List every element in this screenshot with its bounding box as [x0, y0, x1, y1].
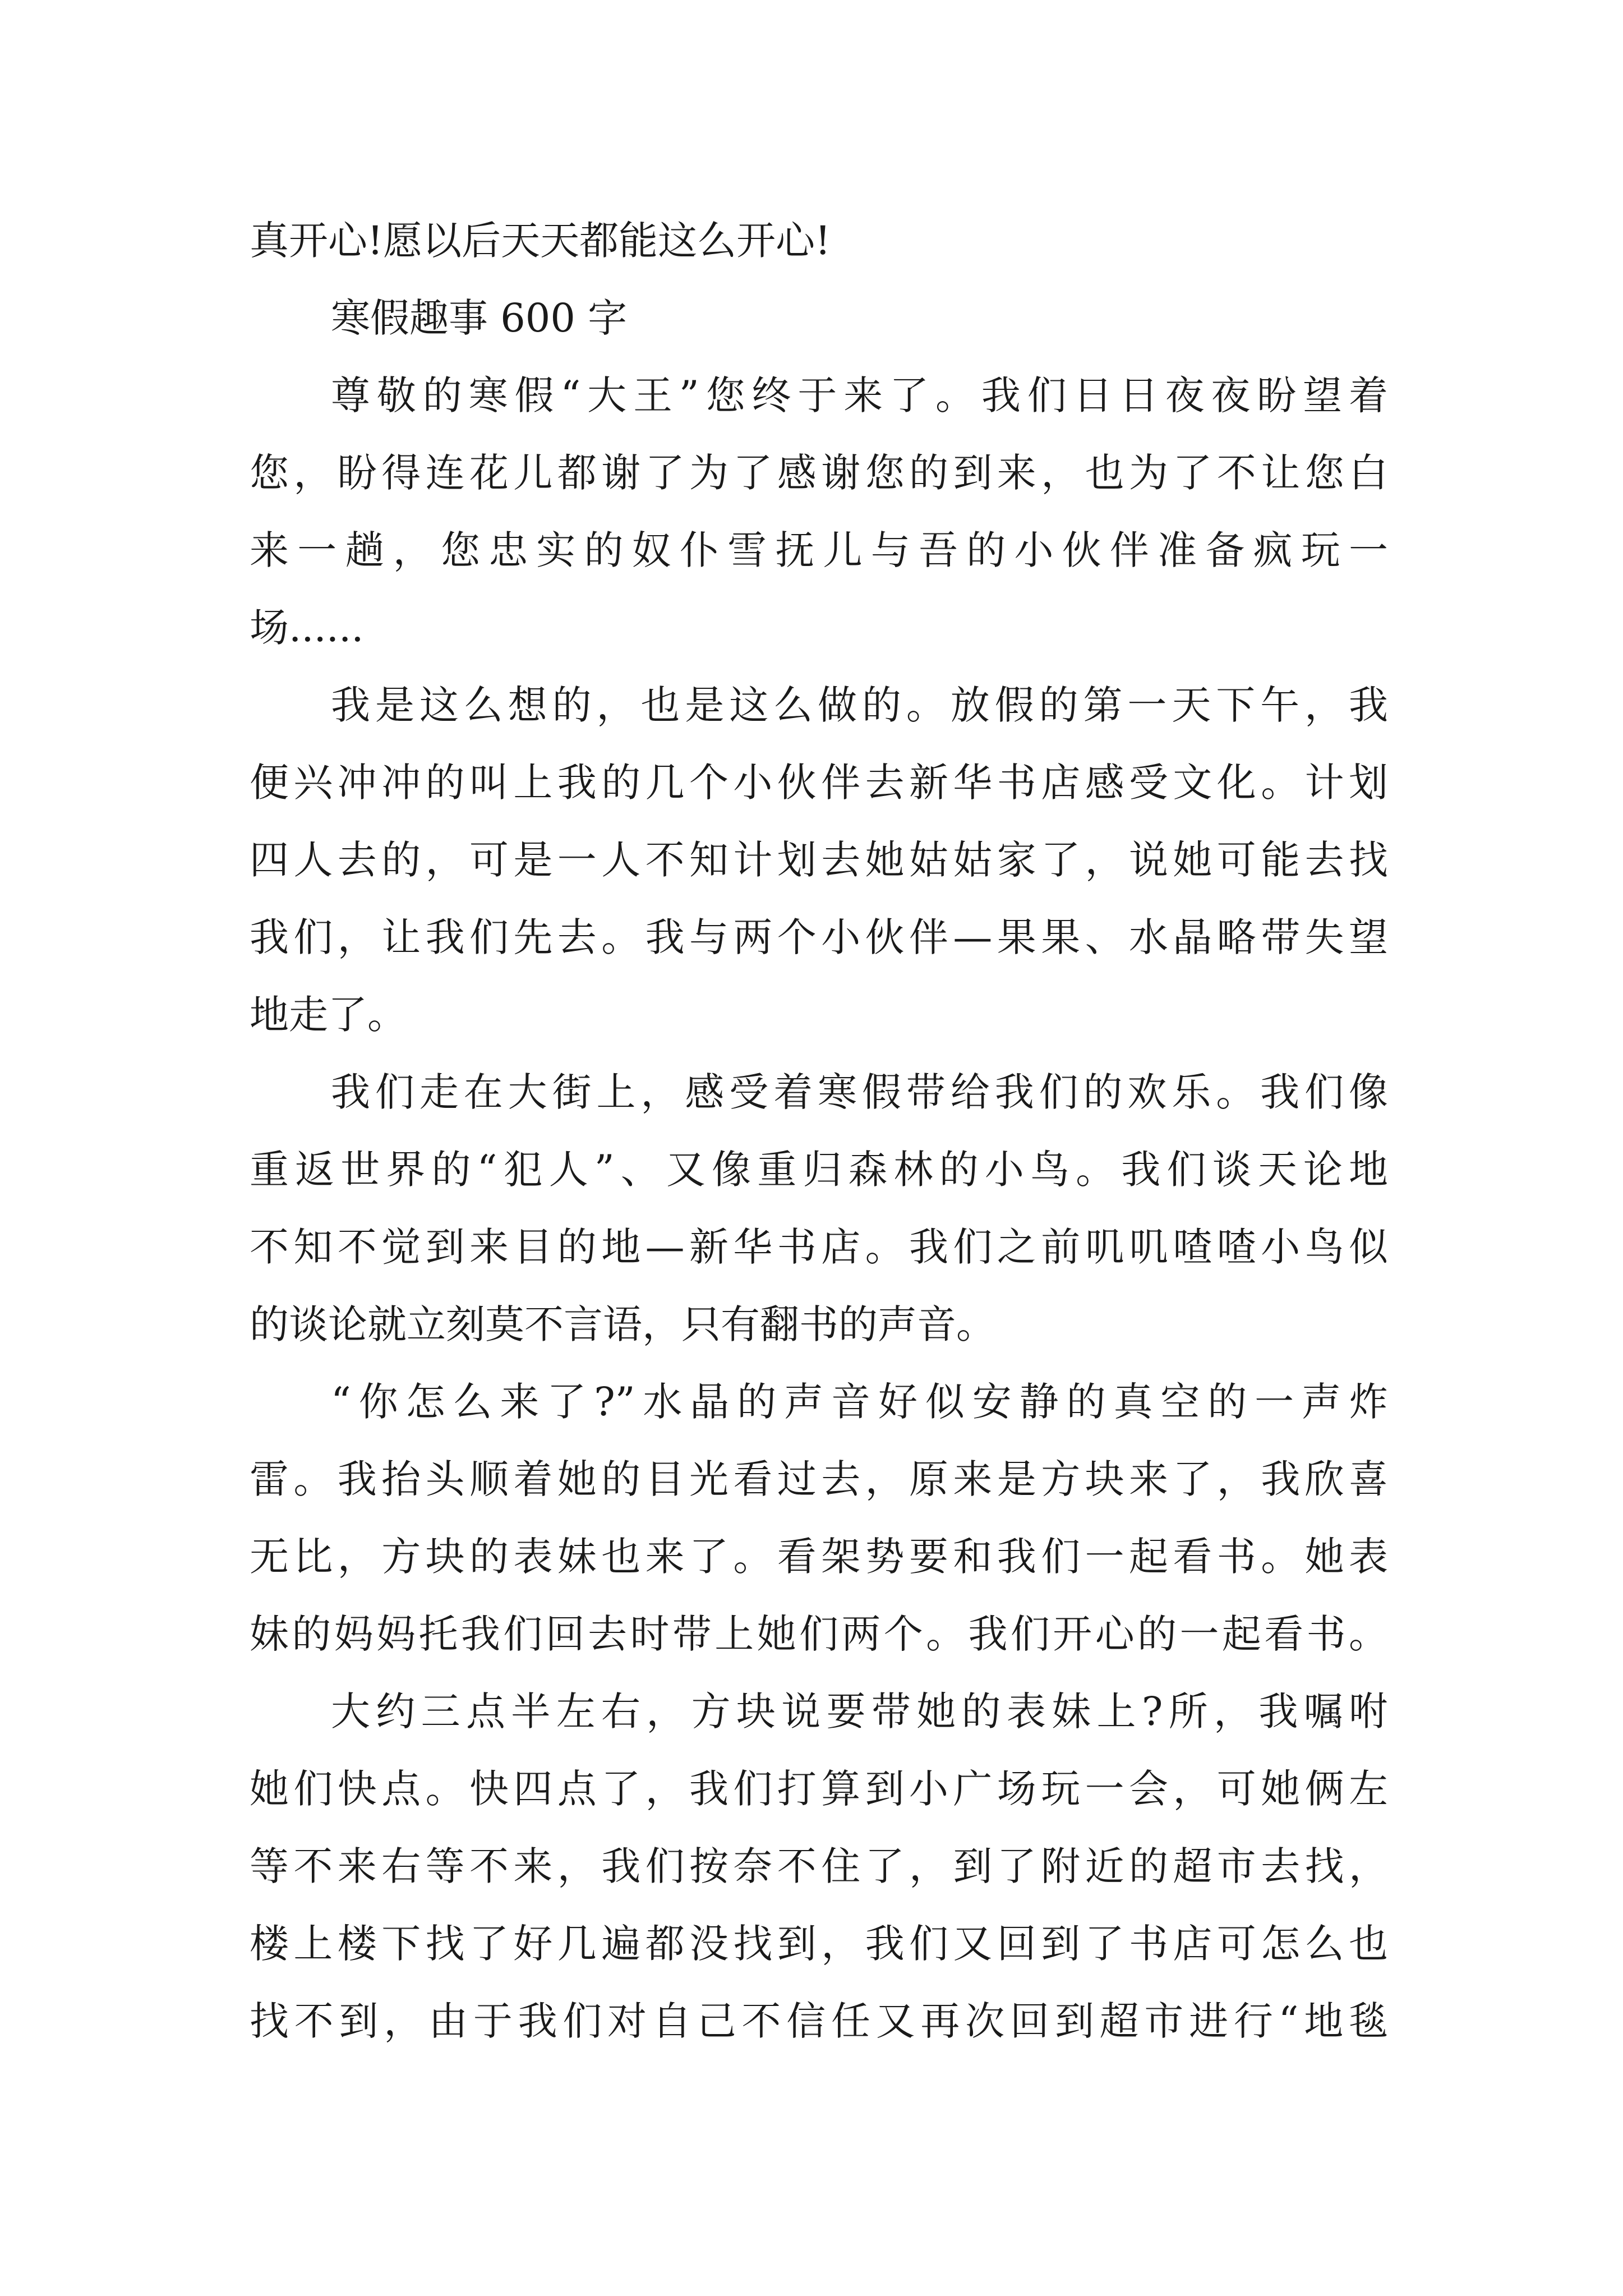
- text-line: 等不来右等不来，我们按奈不住了，到了附近的超市去找，: [250, 1843, 1388, 1889]
- text-line: 妹的妈妈托我们回去时带上她们两个。我们开心的一起看书。: [250, 1611, 1388, 1657]
- text-line: 不知不觉到来目的地—新华书店。我们之前叽叽喳喳小鸟似: [250, 1224, 1388, 1270]
- text-line: “你怎么来了?”水晶的声音好似安静的真空的一声炸: [331, 1379, 1388, 1425]
- section-title: 寒假趣事 600 字: [331, 295, 628, 341]
- text-line: 地走了。: [250, 992, 407, 1038]
- text-line: 的谈论就立刻莫不言语，只有翻书的声音。: [250, 1301, 995, 1347]
- text-line: 找不到，由于我们对自己不信任又再次回到超市进行“地毯: [250, 1998, 1388, 2044]
- text-line: 我们走在大街上，感受着寒假带给我们的欢乐。我们像: [331, 1069, 1388, 1115]
- text-line: 楼上楼下找了好几遍都没找到，我们又回到了书店可怎么也: [250, 1921, 1388, 1967]
- text-line: 场......: [250, 605, 364, 651]
- text-line: 尊敬的寒假“大王”您终于来了。我们日日夜夜盼望着: [331, 372, 1388, 418]
- text-line: 来一趟，您忠实的奴仆雪抚儿与吾的小伙伴准备疯玩一: [250, 527, 1388, 573]
- text-line: 您，盼得连花儿都谢了为了感谢您的到来，也为了不让您白: [250, 450, 1388, 496]
- document-body: [250, 202, 1388, 2060]
- text-line: 四人去的，可是一人不知计划去她姑姑家了，说她可能去找: [250, 837, 1388, 883]
- text-line: 我们，让我们先去。我与两个小伙伴—果果、水晶略带失望: [250, 914, 1388, 960]
- text-line: 我是这么想的，也是这么做的。放假的第一天下午，我: [331, 682, 1388, 728]
- text-line: 便兴冲冲的叫上我的几个小伙伴去新华书店感受文化。计划: [250, 760, 1388, 806]
- text-line: 真开心!愿以后天天都能这么开心!: [250, 218, 831, 264]
- text-line: 大约三点半左右，方块说要带她的表妹上?所，我嘱咐: [331, 1688, 1388, 1734]
- text-line: 无比，方块的表妹也来了。看架势要和我们一起看书。她表: [250, 1534, 1388, 1580]
- text-line: 雷。我抬头顺着她的目光看过去，原来是方块来了，我欣喜: [250, 1456, 1388, 1502]
- text-line: 她们快点。快四点了，我们打算到小广场玩一会，可她俩左: [250, 1766, 1388, 1812]
- text-line: 重返世界的“犯人”、又像重归森林的小鸟。我们谈天论地: [250, 1147, 1388, 1193]
